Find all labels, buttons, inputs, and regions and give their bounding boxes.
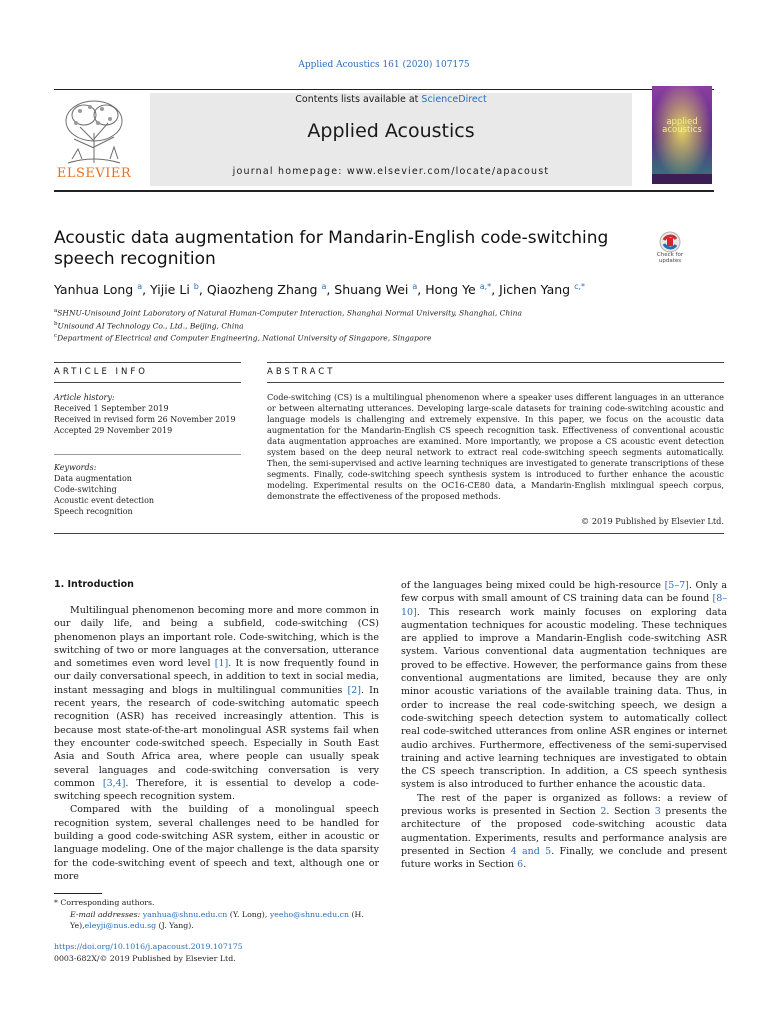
reference-link[interactable]: 3 [654, 806, 661, 818]
reference-link[interactable]: [1] [214, 658, 229, 670]
abstract-rule-bottom [54, 533, 724, 534]
sciencedirect-link[interactable]: ScienceDirect [421, 94, 487, 105]
abstract-rule-mid [267, 382, 724, 383]
doi-link[interactable]: https://doi.org/10.1016/j.apacoust.2019.107175 [54, 942, 243, 951]
body-paragraph [54, 604, 379, 803]
email-link[interactable]: eleyji@nus.edu.sg [84, 921, 157, 930]
history-accepted: Accepted 29 November 2019 [54, 426, 173, 435]
journal-homepage[interactable]: journal homepage: www.elsevier.com/locate/apacoust [232, 166, 550, 177]
author-affiliation-marker[interactable]: a,* [479, 282, 492, 291]
body-text: presents the architecture of the proposed code-switching acoustic data augmentation. Experiments, results and performance analysis are presented in Section [401, 806, 727, 857]
affiliation-marker: c [54, 333, 58, 339]
article-history [54, 392, 241, 436]
reference-link[interactable]: 6 [517, 859, 524, 871]
contents-lists-line [150, 94, 632, 105]
body-paragraph [401, 579, 727, 792]
author-name: Shuang Wei [334, 282, 409, 298]
body-text: of the languages being mixed could be high-resource [401, 580, 665, 591]
paper-title: Acoustic data augmentation for Mandarin-English code-switching speech recognition [54, 228, 609, 269]
author-name: Hong Ye [425, 282, 476, 298]
author-affiliation-marker[interactable]: a [412, 282, 418, 291]
reference-link[interactable]: [3,4] [102, 777, 126, 789]
footnote-rule [54, 893, 102, 894]
body-text: The rest of the paper is organized as follows: a review of previous works is presented in Section [401, 792, 727, 818]
keyword-item: Data augmentation [54, 474, 132, 483]
article-info-divider [54, 454, 241, 455]
article-history-label: Article history: [54, 393, 115, 402]
check-for-updates-label[interactable]: Check for updates [656, 252, 684, 264]
reference-link[interactable]: [8–10] [401, 593, 727, 618]
reference-link[interactable]: [5–7] [664, 580, 689, 591]
affiliation-text: Department of Electrical and Computer Engineering, National University of Singapore, Singapore [57, 333, 432, 343]
body-text: Multilingual phenomenon becoming more and more common in our daily life, and being a subfield, code-switching (CS) phenomenon plays an important role. Code-switching, which is the switching of two or more languages at the conversation, utterance and sometimes even word level [54, 605, 379, 670]
body-text: . It is now frequently found in our daily conversational speech, in addition to text in social media, instant messaging and blogs in multilingual communities [54, 658, 379, 696]
contents-prefix: Contents lists available at [295, 94, 422, 105]
body-column-left [54, 604, 379, 883]
history-received: Received 1 September 2019 [54, 404, 169, 413]
journal-citation[interactable]: Applied Acoustics 161 (2020) 107175 [298, 60, 470, 70]
history-revised: Received in revised form 26 November 2019 [54, 415, 236, 424]
body-text: . Section [606, 806, 655, 818]
keyword-item: Acoustic event detection [54, 496, 155, 505]
body-text: . [523, 859, 527, 871]
body-text: . This research work mainly focuses on exploring data augmentation techniques for acoustic modeling. These techniques are applied to improve a Mandarin-English code-switching ASR system. Various conventional data augmentation techniques are proved to be effective. However, the performance gains from these conventional augmentations are limited, because they are only minor acoustic variations of the available training data. Thus, in order to increase the real code-switching speech, we design a code-switching speech detection system to automatically collect real code-switched utterances from online ASR engines or internet audio archives. Furthermore, effectiveness of the semi-supervised training and active learning techniques are investigated to obtain the CS speech transcription. In addition, a CS speech synthesis system is also introduced to further enhance the acoustic data. [401, 606, 727, 791]
journal-title: Applied Acoustics [307, 120, 475, 142]
author-name: Yijie Li [150, 282, 190, 298]
abstract-copyright: © 2019 Published by Elsevier Ltd. [581, 516, 724, 526]
affiliation-line [54, 319, 714, 332]
article-info-rule-mid [54, 382, 241, 383]
author-affiliation-marker[interactable]: a [137, 282, 143, 291]
body-text: . Therefore, it is essential to develop a code-switching speech recognition system. [54, 777, 379, 803]
reference-link[interactable]: 2 [600, 806, 607, 818]
email-owner: (J. Yang). [156, 921, 194, 930]
body-text: . Only a few corpus with small amount of CS training data can be found [401, 580, 727, 605]
section-heading-introduction: 1. Introduction [54, 579, 134, 590]
affiliations [54, 306, 714, 344]
corresponding-footnote [54, 897, 384, 932]
body-text: Compared with the building of a monolingual speech recognition system, several challenges need to be handled for building a good code-switching ASR system, either in acoustic or language modeling. One of the major challenge is the data sparsity for the code-switching event of speech and text, although one or more [54, 804, 379, 882]
author-list: Yanhua Long $^a$, Yijie Li $^b$, Qiaozheng Zhang $^a$, Shuang Wei $^a$, Hong Ye $^{a,*}$, Jichen Yang $^{c,*}$ [54, 282, 586, 298]
check-for-updates-icon[interactable] [650, 230, 690, 270]
body-column-right [401, 579, 727, 872]
abstract-text: Code-switching (CS) is a multilingual phenomenon where a speaker uses different languages in an utterance or between alternating utterances. Developing large-scale datasets for training code-switching acoustic and language models is challenging and extremely expensive. In this paper, we focus on the acoustic data augmentation for the Mandarin-English CS speech recognition task. Effectiveness of conventional acoustic data augmentation approaches are examined. More importantly, we propose a CS acoustic event detection system based on the deep neural network to extract real code-switching speech segments automatically. Then, the semi-supervised and active learning techniques are investigated to generate transcriptions of these segments. Finally, code-switching speech synthesis system is introduced to further enhance the acoustic modeling. Experimental results on the OC16-CE80 data, a Mandarin-English mixlingual speech corpus, demonstrate the effectiveness of the proposed methods. [267, 392, 724, 502]
article-info-rule-top [54, 362, 241, 363]
article-info-heading: ARTICLE INFO [54, 367, 148, 377]
header-rule-bottom [54, 190, 714, 192]
author-name: Qiaozheng Zhang [206, 282, 318, 298]
affiliation-marker: a [54, 308, 58, 314]
body-paragraph [54, 803, 379, 883]
cover-title-text: applied acoustics [662, 117, 702, 135]
author-affiliation-marker[interactable]: a [321, 282, 327, 291]
doi-block [54, 941, 384, 964]
email-owner: (Y. Long), [227, 909, 270, 919]
author-affiliation-marker[interactable]: b [193, 282, 199, 291]
publisher-wordmark: ELSEVIER [56, 166, 132, 181]
abstract-rule-top [267, 362, 724, 363]
reference-link[interactable]: [2] [347, 684, 361, 696]
body-paragraph [401, 792, 727, 872]
email-link[interactable]: yeeho@shnu.edu.cn [269, 909, 349, 919]
email-addresses [54, 909, 384, 932]
body-text: . In recent years, the research of code-switching automatic speech recognition (ASR) has received increasingly attention. This is because most state-of-the-art monolingual ASR systems fail when they encounter code-switched speech. Especially in South East Asia and South Africa area, where people can usually speak several languages and code-switching conversation is very common [54, 684, 379, 789]
affiliation-line [54, 331, 714, 344]
keywords-label: Keywords: [54, 463, 97, 472]
abstract-heading: ABSTRACT [267, 367, 336, 377]
keyword-item: Code-switching [54, 485, 117, 494]
affiliation-marker: b [54, 320, 58, 327]
header-rule-top [54, 89, 714, 90]
keyword-item: Speech recognition [54, 507, 133, 516]
email-owner: (H. Ye), [70, 909, 364, 930]
reference-link[interactable]: 4 and 5 [510, 845, 552, 857]
corresponding-authors-note: * Corresponding authors. [54, 898, 155, 907]
issn-copyright: 0003-682X/© 2019 Published by Elsevier Ltd. [54, 953, 236, 963]
journal-cover-image[interactable] [652, 86, 712, 184]
keywords [54, 462, 241, 517]
affiliation-text: SHNU-Unisound Joint Laboratory of Natural Human-Computer Interaction, Shanghai Normal University, Shanghai, China [57, 308, 522, 318]
email-link[interactable]: yanhua@shnu.edu.cn [142, 909, 228, 919]
email-label: E-mail addresses: [70, 909, 143, 919]
body-text: . Finally, we conclude and present future works in Section [401, 845, 727, 871]
affiliation-line [54, 306, 714, 319]
affiliation-text: Unisound AI Technology Co., Ltd., Beijing, China [57, 321, 244, 330]
author-affiliation-marker[interactable]: c,* [574, 282, 586, 291]
author-name: Yanhua Long [54, 282, 134, 298]
author-name: Jichen Yang [499, 282, 571, 298]
